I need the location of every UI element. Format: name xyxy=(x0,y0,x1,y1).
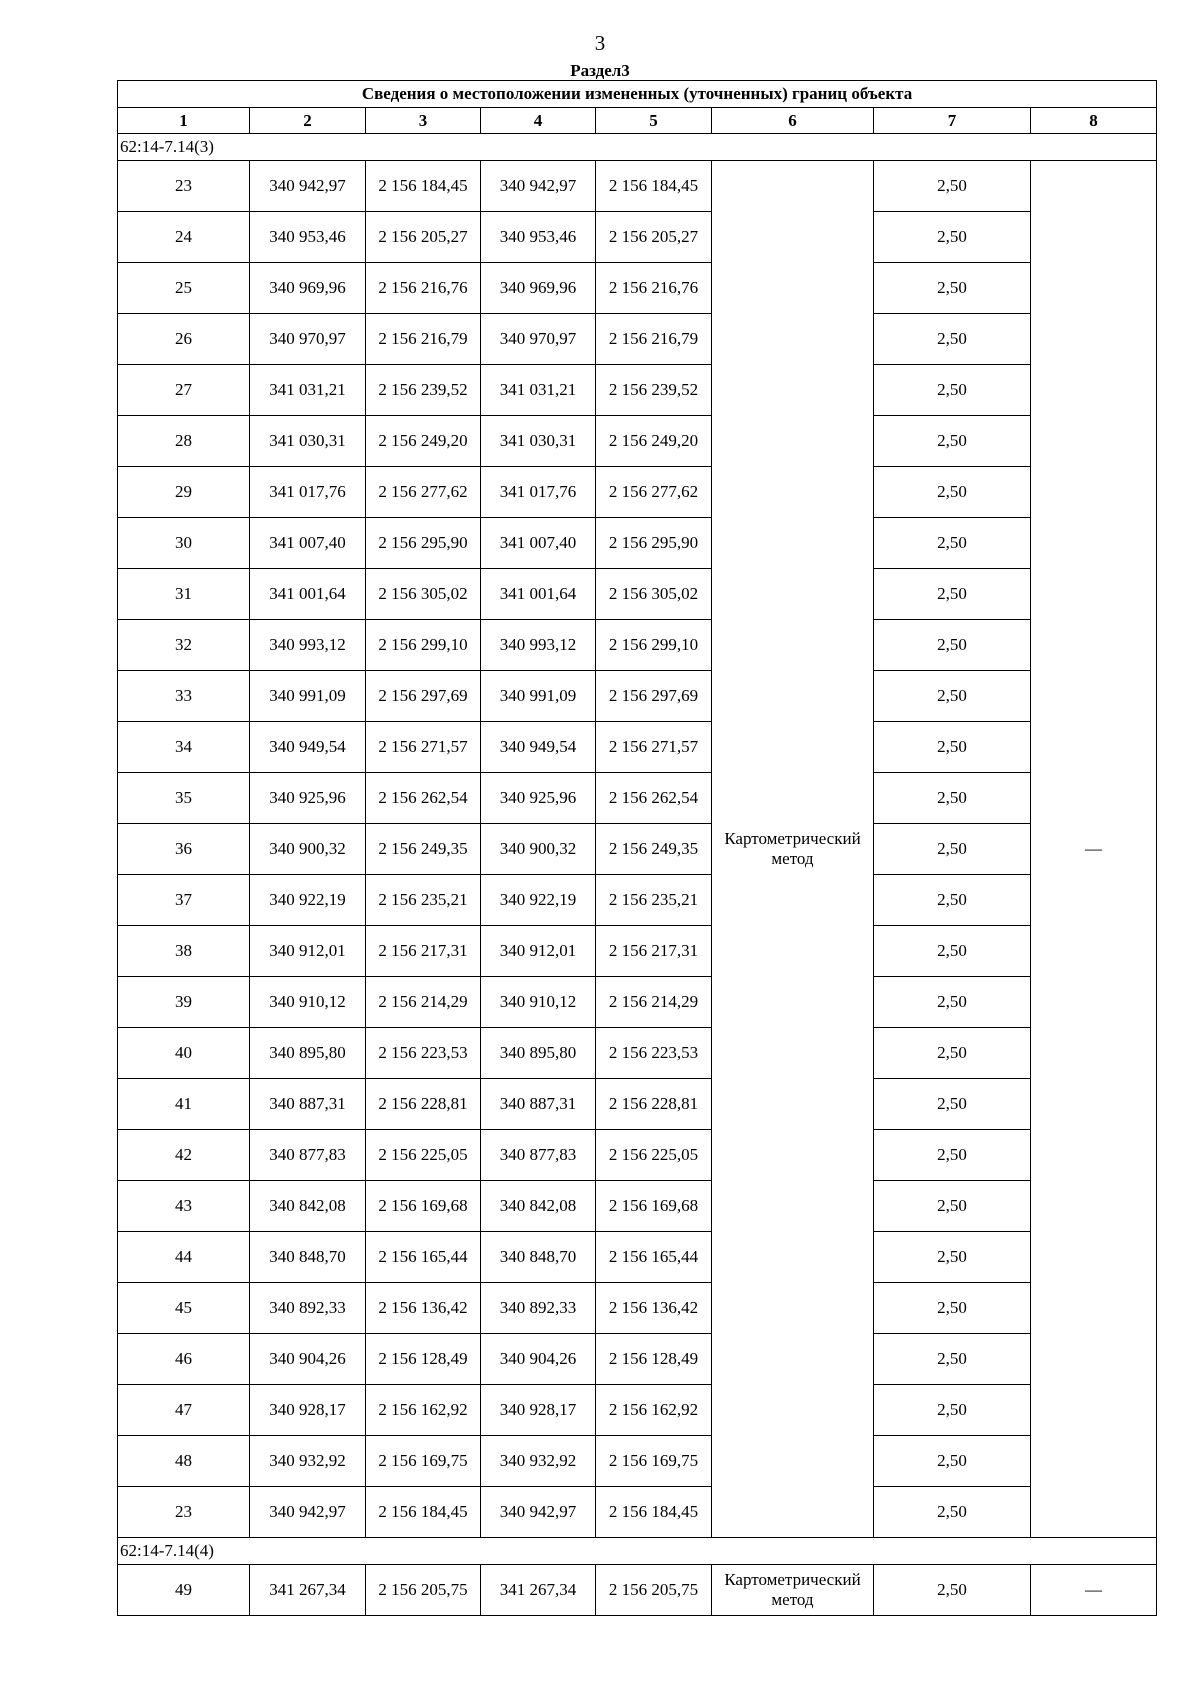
x-coordinate-cell: 340 970,97 xyxy=(250,314,366,365)
x-coordinate-cell: 340 925,96 xyxy=(250,773,366,824)
method-cell: Картометрический метод xyxy=(712,161,874,1538)
y-coordinate-cell: 2 156 297,69 xyxy=(366,671,481,722)
point-number-cell: 46 xyxy=(118,1334,250,1385)
point-number-cell: 31 xyxy=(118,569,250,620)
column-number-2: 2 xyxy=(250,108,366,134)
coordinates-table xyxy=(117,80,1157,1616)
point-number-cell: 34 xyxy=(118,722,250,773)
accuracy-cell: 2,50 xyxy=(874,926,1031,977)
accuracy-cell: 2,50 xyxy=(874,1079,1031,1130)
table-row xyxy=(118,671,1157,722)
x-coordinate-cell: 340 969,96 xyxy=(250,263,366,314)
table-row xyxy=(118,467,1157,518)
table-row xyxy=(118,1181,1157,1232)
x-coordinate-cell: 340 910,12 xyxy=(250,977,366,1028)
x-coordinate-refined-cell: 341 031,21 xyxy=(481,365,596,416)
accuracy-cell: 2,50 xyxy=(874,1334,1031,1385)
y-coordinate-cell: 2 156 249,35 xyxy=(366,824,481,875)
point-number-cell: 33 xyxy=(118,671,250,722)
x-coordinate-refined-cell: 340 953,46 xyxy=(481,212,596,263)
table-row xyxy=(118,416,1157,467)
y-coordinate-cell: 2 156 128,49 xyxy=(366,1334,481,1385)
y-coordinate-cell: 2 156 271,57 xyxy=(366,722,481,773)
point-number-cell: 42 xyxy=(118,1130,250,1181)
x-coordinate-cell: 340 993,12 xyxy=(250,620,366,671)
y-coordinate-refined-cell: 2 156 299,10 xyxy=(596,620,712,671)
table-row xyxy=(118,518,1157,569)
accuracy-cell: 2,50 xyxy=(874,518,1031,569)
table-row xyxy=(118,824,1157,875)
point-number-cell: 38 xyxy=(118,926,250,977)
point-number-cell: 41 xyxy=(118,1079,250,1130)
column-number-3: 3 xyxy=(366,108,481,134)
y-coordinate-refined-cell: 2 156 277,62 xyxy=(596,467,712,518)
x-coordinate-cell: 340 991,09 xyxy=(250,671,366,722)
x-coordinate-cell: 340 848,70 xyxy=(250,1232,366,1283)
accuracy-cell: 2,50 xyxy=(874,263,1031,314)
y-coordinate-refined-cell: 2 156 235,21 xyxy=(596,875,712,926)
y-coordinate-cell: 2 156 205,75 xyxy=(366,1565,481,1616)
y-coordinate-refined-cell: 2 156 249,20 xyxy=(596,416,712,467)
accuracy-cell: 2,50 xyxy=(874,1565,1031,1616)
y-coordinate-refined-cell: 2 156 239,52 xyxy=(596,365,712,416)
y-coordinate-refined-cell: 2 156 169,68 xyxy=(596,1181,712,1232)
point-number-cell: 23 xyxy=(118,1487,250,1538)
x-coordinate-cell: 341 267,34 xyxy=(250,1565,366,1616)
x-coordinate-refined-cell: 340 969,96 xyxy=(481,263,596,314)
x-coordinate-cell: 340 842,08 xyxy=(250,1181,366,1232)
accuracy-cell: 2,50 xyxy=(874,1283,1031,1334)
table-row xyxy=(118,977,1157,1028)
x-coordinate-refined-cell: 340 912,01 xyxy=(481,926,596,977)
table-row xyxy=(118,1130,1157,1181)
y-coordinate-refined-cell: 2 156 295,90 xyxy=(596,518,712,569)
y-coordinate-refined-cell: 2 156 262,54 xyxy=(596,773,712,824)
x-coordinate-cell: 341 030,31 xyxy=(250,416,366,467)
x-coordinate-cell: 340 953,46 xyxy=(250,212,366,263)
y-coordinate-cell: 2 156 184,45 xyxy=(366,1487,481,1538)
x-coordinate-refined-cell: 340 910,12 xyxy=(481,977,596,1028)
x-coordinate-cell: 340 904,26 xyxy=(250,1334,366,1385)
x-coordinate-refined-cell: 340 848,70 xyxy=(481,1232,596,1283)
y-coordinate-cell: 2 156 249,20 xyxy=(366,416,481,467)
x-coordinate-refined-cell: 340 970,97 xyxy=(481,314,596,365)
y-coordinate-cell: 2 156 162,92 xyxy=(366,1385,481,1436)
x-coordinate-cell: 340 887,31 xyxy=(250,1079,366,1130)
accuracy-cell: 2,50 xyxy=(874,1028,1031,1079)
x-coordinate-refined-cell: 340 892,33 xyxy=(481,1283,596,1334)
table-row xyxy=(118,1079,1157,1130)
table-row xyxy=(118,1487,1157,1538)
y-coordinate-refined-cell: 2 156 228,81 xyxy=(596,1079,712,1130)
table-row xyxy=(118,875,1157,926)
x-coordinate-refined-cell: 340 900,32 xyxy=(481,824,596,875)
x-coordinate-refined-cell: 341 007,40 xyxy=(481,518,596,569)
y-coordinate-refined-cell: 2 156 249,35 xyxy=(596,824,712,875)
y-coordinate-refined-cell: 2 156 217,31 xyxy=(596,926,712,977)
accuracy-cell: 2,50 xyxy=(874,1487,1031,1538)
x-coordinate-cell: 340 928,17 xyxy=(250,1385,366,1436)
column-number-6: 6 xyxy=(712,108,874,134)
table-row xyxy=(118,212,1157,263)
x-coordinate-cell: 340 942,97 xyxy=(250,161,366,212)
x-coordinate-cell: 340 942,97 xyxy=(250,1487,366,1538)
x-coordinate-cell: 340 892,33 xyxy=(250,1283,366,1334)
point-number-cell: 47 xyxy=(118,1385,250,1436)
table-row xyxy=(118,1565,1157,1616)
y-coordinate-cell: 2 156 165,44 xyxy=(366,1232,481,1283)
accuracy-cell: 2,50 xyxy=(874,416,1031,467)
accuracy-cell: 2,50 xyxy=(874,1385,1031,1436)
accuracy-cell: 2,50 xyxy=(874,1232,1031,1283)
y-coordinate-refined-cell: 2 156 297,69 xyxy=(596,671,712,722)
x-coordinate-refined-cell: 340 887,31 xyxy=(481,1079,596,1130)
point-number-cell: 25 xyxy=(118,263,250,314)
x-coordinate-cell: 340 900,32 xyxy=(250,824,366,875)
group-label: 62:14-7.14(3) xyxy=(118,134,1157,161)
accuracy-cell: 2,50 xyxy=(874,671,1031,722)
y-coordinate-cell: 2 156 299,10 xyxy=(366,620,481,671)
y-coordinate-cell: 2 156 228,81 xyxy=(366,1079,481,1130)
accuracy-cell: 2,50 xyxy=(874,1181,1031,1232)
x-coordinate-cell: 341 031,21 xyxy=(250,365,366,416)
y-coordinate-refined-cell: 2 156 205,27 xyxy=(596,212,712,263)
y-coordinate-cell: 2 156 169,75 xyxy=(366,1436,481,1487)
x-coordinate-refined-cell: 341 001,64 xyxy=(481,569,596,620)
accuracy-cell: 2,50 xyxy=(874,161,1031,212)
column-number-7: 7 xyxy=(874,108,1031,134)
x-coordinate-cell: 340 922,19 xyxy=(250,875,366,926)
accuracy-cell: 2,50 xyxy=(874,314,1031,365)
x-coordinate-cell: 340 877,83 xyxy=(250,1130,366,1181)
y-coordinate-cell: 2 156 239,52 xyxy=(366,365,481,416)
table-row xyxy=(118,161,1157,212)
table-row xyxy=(118,1028,1157,1079)
point-number-cell: 49 xyxy=(118,1565,250,1616)
y-coordinate-refined-cell: 2 156 305,02 xyxy=(596,569,712,620)
x-coordinate-refined-cell: 340 949,54 xyxy=(481,722,596,773)
accuracy-cell: 2,50 xyxy=(874,824,1031,875)
x-coordinate-refined-cell: 340 925,96 xyxy=(481,773,596,824)
x-coordinate-cell: 341 007,40 xyxy=(250,518,366,569)
accuracy-cell: 2,50 xyxy=(874,467,1031,518)
table-row xyxy=(118,569,1157,620)
y-coordinate-cell: 2 156 305,02 xyxy=(366,569,481,620)
y-coordinate-cell: 2 156 205,27 xyxy=(366,212,481,263)
point-number-cell: 23 xyxy=(118,161,250,212)
note-cell: — xyxy=(1031,161,1157,1538)
y-coordinate-refined-cell: 2 156 223,53 xyxy=(596,1028,712,1079)
group-row xyxy=(118,1538,1157,1565)
point-number-cell: 44 xyxy=(118,1232,250,1283)
y-coordinate-refined-cell: 2 156 169,75 xyxy=(596,1436,712,1487)
point-number-cell: 48 xyxy=(118,1436,250,1487)
y-coordinate-refined-cell: 2 156 214,29 xyxy=(596,977,712,1028)
y-coordinate-refined-cell: 2 156 136,42 xyxy=(596,1283,712,1334)
y-coordinate-refined-cell: 2 156 225,05 xyxy=(596,1130,712,1181)
accuracy-cell: 2,50 xyxy=(874,722,1031,773)
table-row xyxy=(118,1334,1157,1385)
point-number-cell: 29 xyxy=(118,467,250,518)
point-number-cell: 45 xyxy=(118,1283,250,1334)
column-number-1: 1 xyxy=(118,108,250,134)
x-coordinate-cell: 340 912,01 xyxy=(250,926,366,977)
table-row xyxy=(118,926,1157,977)
point-number-cell: 43 xyxy=(118,1181,250,1232)
x-coordinate-cell: 341 017,76 xyxy=(250,467,366,518)
y-coordinate-cell: 2 156 235,21 xyxy=(366,875,481,926)
y-coordinate-refined-cell: 2 156 128,49 xyxy=(596,1334,712,1385)
accuracy-cell: 2,50 xyxy=(874,875,1031,926)
point-number-cell: 27 xyxy=(118,365,250,416)
table-row xyxy=(118,620,1157,671)
accuracy-cell: 2,50 xyxy=(874,1436,1031,1487)
y-coordinate-refined-cell: 2 156 205,75 xyxy=(596,1565,712,1616)
accuracy-cell: 2,50 xyxy=(874,1130,1031,1181)
y-coordinate-refined-cell: 2 156 162,92 xyxy=(596,1385,712,1436)
point-number-cell: 28 xyxy=(118,416,250,467)
x-coordinate-refined-cell: 340 942,97 xyxy=(481,1487,596,1538)
x-coordinate-refined-cell: 340 993,12 xyxy=(481,620,596,671)
table-row xyxy=(118,1436,1157,1487)
y-coordinate-cell: 2 156 216,79 xyxy=(366,314,481,365)
y-coordinate-cell: 2 156 277,62 xyxy=(366,467,481,518)
x-coordinate-refined-cell: 340 932,92 xyxy=(481,1436,596,1487)
x-coordinate-cell: 340 932,92 xyxy=(250,1436,366,1487)
table-row xyxy=(118,365,1157,416)
y-coordinate-refined-cell: 2 156 271,57 xyxy=(596,722,712,773)
y-coordinate-cell: 2 156 225,05 xyxy=(366,1130,481,1181)
x-coordinate-refined-cell: 340 991,09 xyxy=(481,671,596,722)
method-cell: Картометрический метод xyxy=(712,1565,874,1616)
table-row xyxy=(118,263,1157,314)
accuracy-cell: 2,50 xyxy=(874,977,1031,1028)
page-number: 3 xyxy=(594,31,606,55)
group-row xyxy=(118,134,1157,161)
accuracy-cell: 2,50 xyxy=(874,569,1031,620)
table-title: Сведения о местоположении измененных (уточненных) границ объекта xyxy=(118,81,1157,108)
y-coordinate-refined-cell: 2 156 184,45 xyxy=(596,1487,712,1538)
point-number-cell: 36 xyxy=(118,824,250,875)
group-label: 62:14-7.14(4) xyxy=(118,1538,1157,1565)
point-number-cell: 26 xyxy=(118,314,250,365)
point-number-cell: 30 xyxy=(118,518,250,569)
accuracy-cell: 2,50 xyxy=(874,620,1031,671)
point-number-cell: 39 xyxy=(118,977,250,1028)
x-coordinate-refined-cell: 340 922,19 xyxy=(481,875,596,926)
y-coordinate-cell: 2 156 217,31 xyxy=(366,926,481,977)
y-coordinate-cell: 2 156 295,90 xyxy=(366,518,481,569)
table-row xyxy=(118,722,1157,773)
y-coordinate-refined-cell: 2 156 165,44 xyxy=(596,1232,712,1283)
point-number-cell: 32 xyxy=(118,620,250,671)
column-number-4: 4 xyxy=(481,108,596,134)
section-label: Раздел3 xyxy=(570,61,630,80)
x-coordinate-refined-cell: 340 877,83 xyxy=(481,1130,596,1181)
y-coordinate-cell: 2 156 214,29 xyxy=(366,977,481,1028)
x-coordinate-refined-cell: 340 895,80 xyxy=(481,1028,596,1079)
x-coordinate-refined-cell: 341 267,34 xyxy=(481,1565,596,1616)
column-number-8: 8 xyxy=(1031,108,1157,134)
y-coordinate-cell: 2 156 262,54 xyxy=(366,773,481,824)
x-coordinate-refined-cell: 340 904,26 xyxy=(481,1334,596,1385)
point-number-cell: 40 xyxy=(118,1028,250,1079)
x-coordinate-refined-cell: 340 928,17 xyxy=(481,1385,596,1436)
table-row xyxy=(118,773,1157,824)
y-coordinate-refined-cell: 2 156 216,76 xyxy=(596,263,712,314)
x-coordinate-cell: 340 949,54 xyxy=(250,722,366,773)
x-coordinate-cell: 341 001,64 xyxy=(250,569,366,620)
x-coordinate-cell: 340 895,80 xyxy=(250,1028,366,1079)
y-coordinate-refined-cell: 2 156 216,79 xyxy=(596,314,712,365)
point-number-cell: 24 xyxy=(118,212,250,263)
y-coordinate-cell: 2 156 223,53 xyxy=(366,1028,481,1079)
accuracy-cell: 2,50 xyxy=(874,212,1031,263)
accuracy-cell: 2,50 xyxy=(874,365,1031,416)
accuracy-cell: 2,50 xyxy=(874,773,1031,824)
note-cell: — xyxy=(1031,1565,1157,1616)
point-number-cell: 35 xyxy=(118,773,250,824)
y-coordinate-cell: 2 156 136,42 xyxy=(366,1283,481,1334)
table-row xyxy=(118,1385,1157,1436)
x-coordinate-refined-cell: 340 942,97 xyxy=(481,161,596,212)
column-number-5: 5 xyxy=(596,108,712,134)
table-row xyxy=(118,314,1157,365)
y-coordinate-cell: 2 156 216,76 xyxy=(366,263,481,314)
x-coordinate-refined-cell: 341 017,76 xyxy=(481,467,596,518)
y-coordinate-refined-cell: 2 156 184,45 xyxy=(596,161,712,212)
point-number-cell: 37 xyxy=(118,875,250,926)
y-coordinate-cell: 2 156 169,68 xyxy=(366,1181,481,1232)
table-row xyxy=(118,1283,1157,1334)
x-coordinate-refined-cell: 341 030,31 xyxy=(481,416,596,467)
x-coordinate-refined-cell: 340 842,08 xyxy=(481,1181,596,1232)
table-row xyxy=(118,1232,1157,1283)
y-coordinate-cell: 2 156 184,45 xyxy=(366,161,481,212)
